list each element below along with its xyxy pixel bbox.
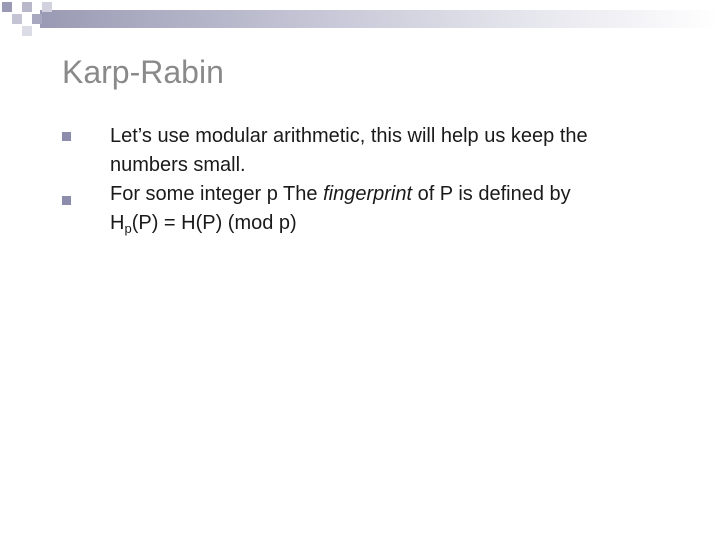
- decoration-square: [12, 14, 22, 24]
- bullet-marker: [62, 196, 71, 205]
- decoration-square: [22, 2, 32, 12]
- decoration-square: [2, 2, 12, 12]
- gradient-band: [40, 10, 720, 28]
- slide-body: [110, 122, 670, 238]
- decoration-square: [32, 14, 42, 24]
- formula-subscript: p: [124, 221, 132, 236]
- decoration-square: [42, 2, 52, 12]
- bullet-text: Let’s use modular arithmetic, this will help us keep the numbers small.: [110, 125, 588, 176]
- fingerprint-formula: $H_p(P) = H(P)$ (mod p): [110, 212, 297, 236]
- title-decoration: [0, 0, 720, 50]
- bullet-text: For some integer p The fingerprint of P is defined by: [110, 183, 571, 205]
- bullet-marker: [62, 132, 71, 141]
- slide-title: Karp-Rabin: [62, 54, 224, 90]
- decoration-square: [22, 26, 32, 36]
- emphasized-term: fingerprint: [323, 183, 413, 205]
